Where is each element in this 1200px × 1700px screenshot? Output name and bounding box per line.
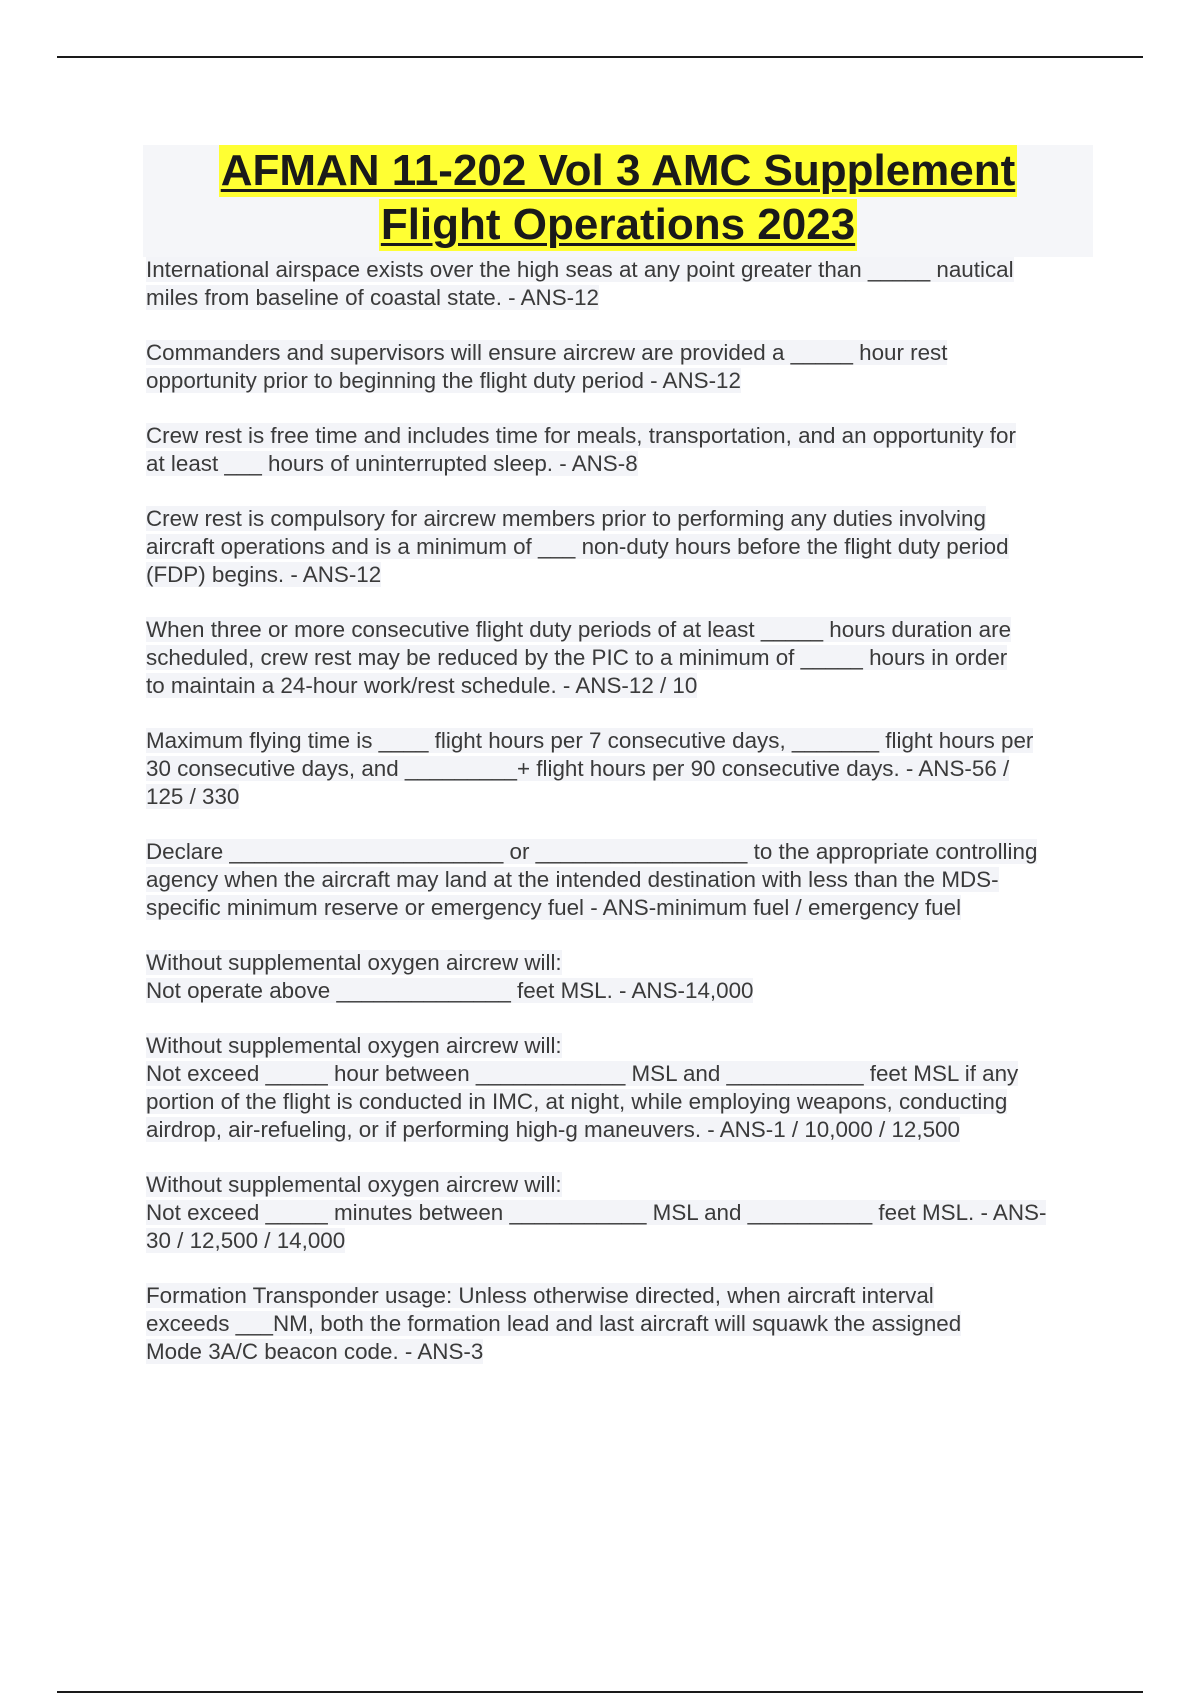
flashcard-4 xyxy=(146,505,1096,589)
flashcard-line: exceeds ___NM, both the formation lead and last aircraft will squawk the assigned xyxy=(146,1311,962,1336)
bottom-rule xyxy=(57,1691,1143,1693)
flashcard-5 xyxy=(146,616,1096,700)
flashcard-7 xyxy=(146,838,1096,922)
flashcard-line: aircraft operations and is a minimum of ___ non-duty hours before the flight duty period xyxy=(146,534,1009,559)
flashcard-line: 30 / 12,500 / 14,000 xyxy=(146,1228,346,1253)
flashcard-line: specific minimum reserve or emergency fuel - ANS-minimum fuel / emergency fuel xyxy=(146,895,962,920)
flashcard-line: at least ___ hours of uninterrupted sleep. - ANS-8 xyxy=(146,451,638,476)
flashcard-line: portion of the flight is conducted in IMC, at night, while employing weapons, conducting xyxy=(146,1089,1008,1114)
flashcard-11 xyxy=(146,1282,1096,1366)
flashcard-line: 125 / 330 xyxy=(146,784,240,809)
flashcard-line: airdrop, air-refueling, or if performing high-g maneuvers. - ANS-1 / 10,000 / 12,500 xyxy=(146,1117,960,1142)
flashcard-line: to maintain a 24-hour work/rest schedule. - ANS-12 / 10 xyxy=(146,673,698,698)
flashcard-line: 30 consecutive days, and _________+ flight hours per 90 consecutive days. - ANS-56 / xyxy=(146,756,1010,781)
document-title xyxy=(143,145,1093,257)
flashcard-line: miles from baseline of coastal state. - ANS-12 xyxy=(146,285,599,310)
flashcard-list xyxy=(146,256,1096,1393)
flashcard-1 xyxy=(146,256,1096,312)
flashcard-line: Declare ______________________ or _________________ to the appropriate controlling xyxy=(146,839,1038,864)
flashcard-9 xyxy=(146,1032,1096,1144)
flashcard-line: Crew rest is free time and includes time for meals, transportation, and an opportunity for xyxy=(146,423,1016,448)
flashcard-6 xyxy=(146,727,1096,811)
flashcard-line: Crew rest is compulsory for aircrew members prior to performing any duties involving xyxy=(146,506,986,531)
flashcard-line: scheduled, crew rest may be reduced by the PIC to a minimum of _____ hours in order xyxy=(146,645,1008,670)
flashcard-line: Not exceed _____ minutes between ___________ MSL and __________ feet MSL. - ANS- xyxy=(146,1200,1047,1225)
flashcard-line: Without supplemental oxygen aircrew will: xyxy=(146,1172,562,1197)
title-line-2: Flight Operations 2023 xyxy=(380,200,856,249)
top-rule xyxy=(57,56,1143,58)
flashcard-line: Commanders and supervisors will ensure aircrew are provided a _____ hour rest xyxy=(146,340,948,365)
flashcard-line: Without supplemental oxygen aircrew will: xyxy=(146,1033,562,1058)
flashcard-line: International airspace exists over the high seas at any point greater than _____ nautical xyxy=(146,257,1014,282)
flashcard-3 xyxy=(146,422,1096,478)
flashcard-line: agency when the aircraft may land at the intended destination with less than the MDS- xyxy=(146,867,999,892)
flashcard-2 xyxy=(146,339,1096,395)
flashcard-line: Formation Transponder usage: Unless otherwise directed, when aircraft interval xyxy=(146,1283,934,1308)
flashcard-10 xyxy=(146,1171,1096,1255)
flashcard-line: (FDP) begins. - ANS-12 xyxy=(146,562,382,587)
flashcard-line: Not exceed _____ hour between ____________ MSL and ___________ feet MSL if any xyxy=(146,1061,1019,1086)
flashcard-8 xyxy=(146,949,1096,1005)
flashcard-line: opportunity prior to beginning the flight duty period - ANS-12 xyxy=(146,368,741,393)
flashcard-line: When three or more consecutive flight duty periods of at least _____ hours duration are xyxy=(146,617,1012,642)
title-line-1: AFMAN 11-202 Vol 3 AMC Supplement xyxy=(220,146,1016,195)
flashcard-line: Not operate above ______________ feet MSL. - ANS-14,000 xyxy=(146,978,754,1003)
flashcard-line: Maximum flying time is ____ flight hours per 7 consecutive days, _______ flight hours per xyxy=(146,728,1034,753)
flashcard-line: Without supplemental oxygen aircrew will: xyxy=(146,950,562,975)
flashcard-line: Mode 3A/C beacon code. - ANS-3 xyxy=(146,1339,484,1364)
